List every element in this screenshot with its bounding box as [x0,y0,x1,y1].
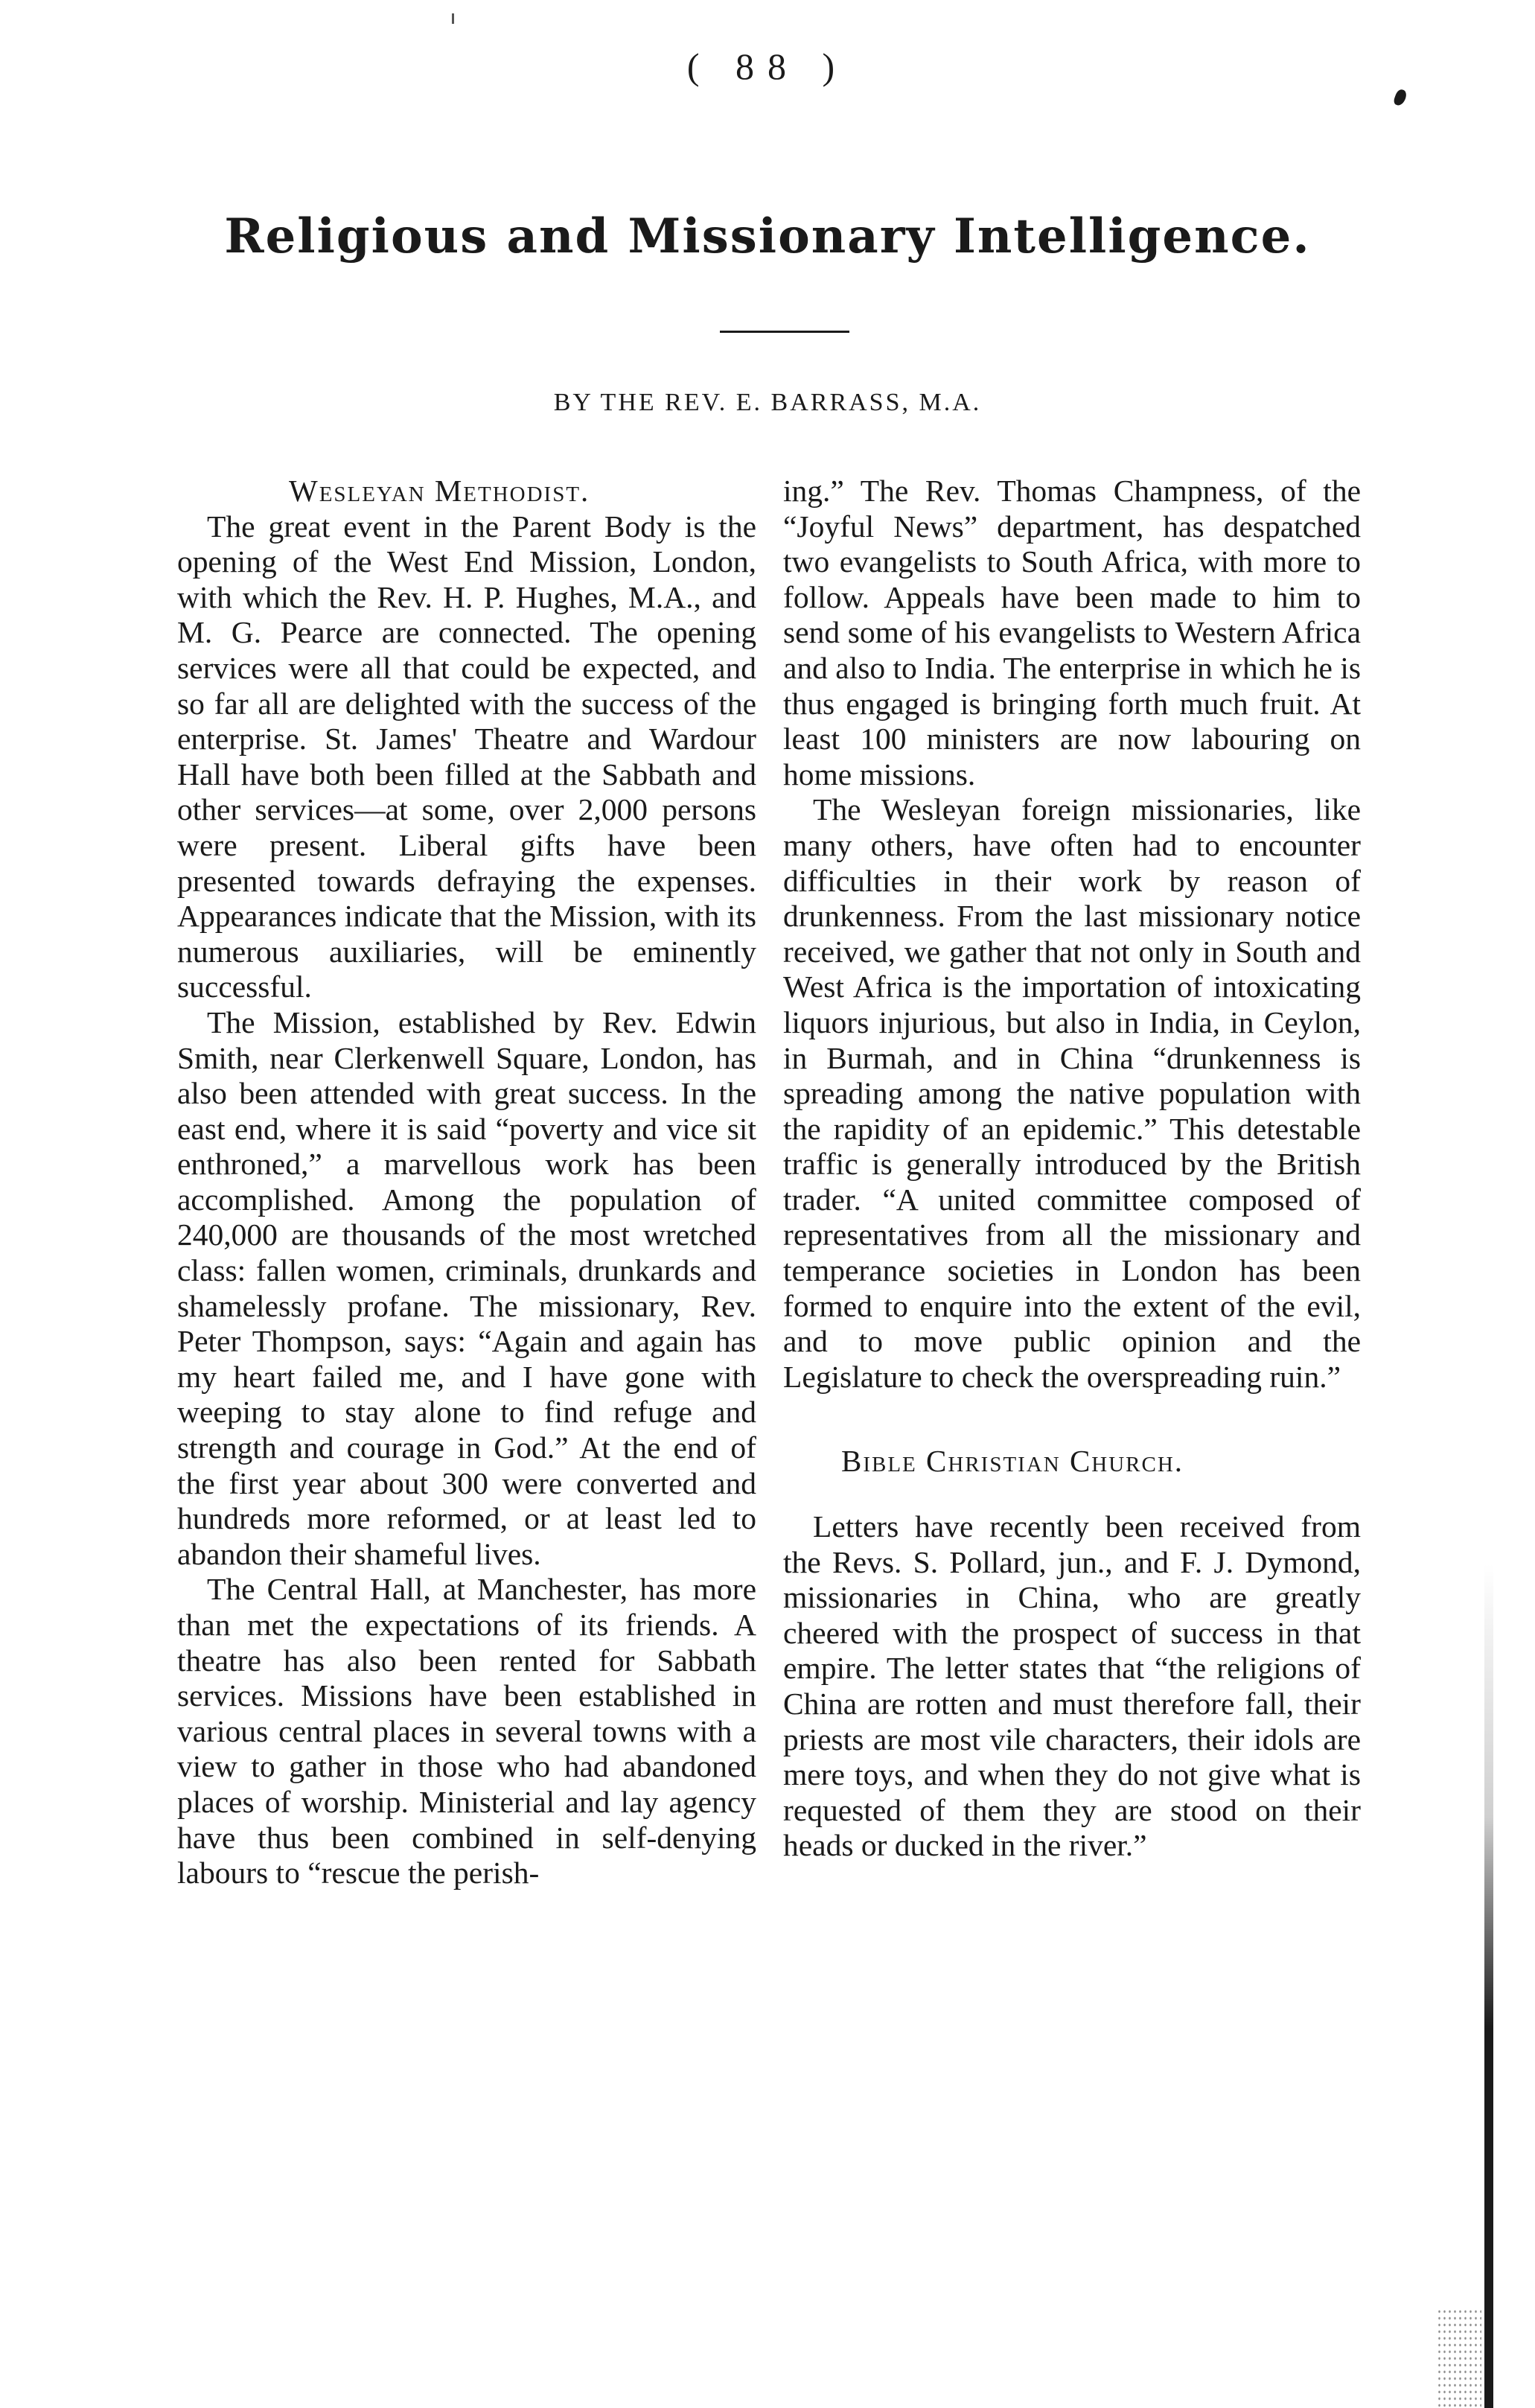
left-column [177,474,756,1891]
page-edge-speckle [1437,2308,1481,2408]
section-heading-bible-christian: Bible Christian Church. [841,1444,1184,1479]
title-rule-divider [720,331,849,333]
ink-blot-mark [1393,88,1408,106]
right-column [783,474,1361,1864]
article-title: Religious and Missionary Intelligence. [224,208,1311,264]
page-edge-shadow [1484,1564,1493,2408]
article-byline: BY THE REV. E. BARRASS, M.A. [553,389,982,416]
paragraph: Letters have recently been received from the Revs. S. Pollard, jun., and F. J. Dymond, missionaries in China, who are greatly cheered with the prospect of success in that empire. The letter states that “the religions of China are rotten and must therefore fall, their priests are most vile characters, their idols are mere toys, and when they do not give what is requested of them they are stood on their heads or ducked in the river.” [783,1509,1361,1863]
paragraph-continued: ing.” The Rev. Thomas Champness, of the “Joyful News” department, has despatched two evangelists to South Africa, with more to follow. Appeals have been made to him to send some of his evangelists to Western Africa and also to India. The enterprise in which he is thus engaged is bringing forth much fruit. At least 100 ministers are now labouring on home missions. [783,474,1361,791]
section-heading-wesleyan: Wesleyan Methodist. [289,474,590,508]
paragraph: The Central Hall, at Manchester, has more than met the expectations of its friends. A theatre has also been rented for Sabbath services. Missions have been established in various central places in several towns with a view to gather in those who had abandoned places of worship. Ministerial and lay agency have thus been combined in self-denying labours to “rescue the perish- [177,1572,756,1891]
scan-mark-top [452,13,454,24]
paragraph: The great event in the Parent Body is the opening of the West End Mission, London, with which the Rev. H. P. Hughes, M.A., and M. G. Pearce are connected. The opening services were all that could be expected, and so far all are delighted with the success of the enterprise. St. James' Theatre and Wardour Hall have both been filled at the Sabbath and other services—at some, over 2,000 persons were present. Liberal gifts have been presented towards defraying the expenses. Appearances indicate that the Mission, with its numerous auxiliaries, will be eminently successful. [177,509,756,1004]
paragraph: The Wesleyan foreign missionaries, like many others, have often had to encounter difficulties in their work by reason of drunkenness. From the last missionary notice received, we gather that not only in South and West Africa is the importation of intoxicating liquors injurious, but also in India, in Ceylon, in Burmah, and in China “drunkenness is spreading among the native population with the rapidity of an epidemic.” This detestable traffic is generally introduced by the British trader. “A united committee composed of representatives from all the missionary and temperance societies in London has been formed to enquire into the extent of the evil, and to move public opinion and the Legislature to check the overspreading ruin.” [783,792,1361,1394]
page-number: ( 88 ) [686,45,849,87]
paragraph: The Mission, established by Rev. Edwin Smith, near Clerkenwell Square, London, has also been attended with great success. In the east end, where it is said “poverty and vice sit enthroned,” a marvellous work has been accomplished. Among the population of 240,000 are thousands of the most wretched class: fallen women, criminals, drunkards and shamelessly profane. The missionary, Rev. Peter Thompson, says: “Again and again has my heart failed me, and I have gone with weeping to stay alone to find refuge and strength and courage in God.” At the end of the first year about 300 were converted and hundreds more reformed, or at least led to abandon their shameful lives. [177,1004,756,1571]
